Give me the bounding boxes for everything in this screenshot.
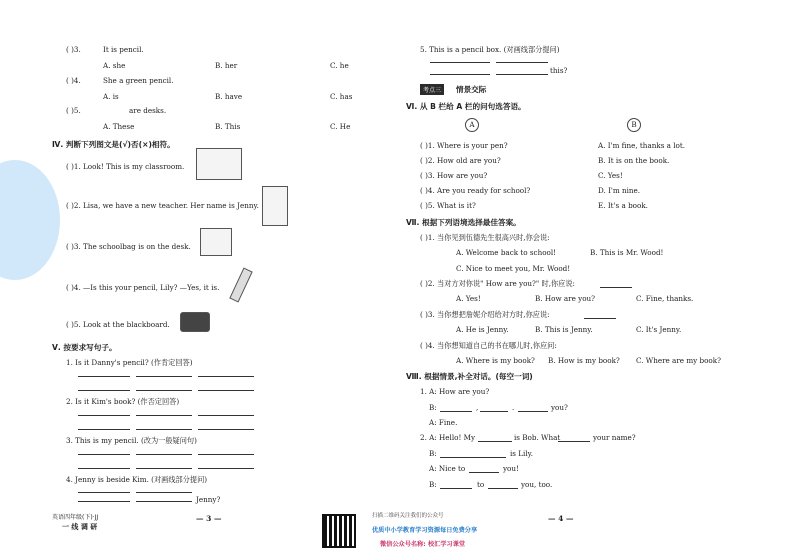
column-a-label: A <box>465 118 479 132</box>
qr-code <box>322 514 356 548</box>
context-q1-b: B. This is Mr. Wood! <box>590 248 664 257</box>
match-question-3: ( )3. How are you? <box>420 171 488 180</box>
desk-picture <box>200 228 232 256</box>
write-item-2: 2. Is it Kim's book? (作否定回答) <box>66 397 180 406</box>
q3-option-a: A. she <box>103 61 126 70</box>
dialog2-line4-to: to <box>477 480 485 489</box>
context-q2-c: C. Fine, thanks. <box>636 294 694 303</box>
teacher-picture <box>262 186 288 226</box>
context-q3-a: A. He is Jenny. <box>456 325 509 334</box>
context-q3-stem: ( )3. 当你想把詹妮介绍给对方时,你应说: <box>420 310 550 319</box>
judge-item-1: ( )1. Look! This is my classroom. <box>66 162 185 171</box>
match-question-5: ( )5. What is it? <box>420 201 476 210</box>
match-answer-a: A. I'm fine, thanks a lot. <box>598 141 686 150</box>
watermark-shape <box>0 160 60 280</box>
context-q2-b: B. How are you? <box>535 294 596 303</box>
dialog2-line3-end: you! <box>503 464 519 473</box>
q4-stem: ( )4. <box>66 76 81 85</box>
write-item-4: 4. Jenny is beside Kim. (对画线部分提问) <box>66 475 208 484</box>
q4-option-a: A. is <box>103 92 119 101</box>
brand-label: 一 线 调 研 <box>62 523 98 531</box>
context-q1-c: C. Nice to meet you, Mr. Wood! <box>456 264 571 273</box>
topic-title: 情景交际 <box>456 85 487 94</box>
judge-item-3: ( )3. The schoolbag is on the desk. <box>66 242 191 251</box>
right-q5-tail: this? <box>550 66 568 75</box>
judge-item-4: ( )4. —Is this your pencil, Lily? —Yes, it is. <box>66 283 220 292</box>
match-answer-c: C. Yes! <box>598 171 623 180</box>
section-7-title: Ⅶ. 根据下列语境选择最佳答案。 <box>406 218 521 227</box>
section-8-title: Ⅷ. 根据情景,补全对话。(每空一词) <box>406 372 533 381</box>
eraser-picture <box>180 312 210 332</box>
q3-option-c: C. he <box>330 61 349 70</box>
wechat-text: 微信公众号名称: 校汇学习课堂 <box>380 541 466 548</box>
section-4-title: Ⅳ. 判断下列图文是(√)否(×)相符。 <box>52 140 175 149</box>
context-q4-stem: ( )4. 当你想知道自己的书在哪儿时,你应问: <box>420 341 557 350</box>
write-item-4-tail: Jenny? <box>196 495 221 504</box>
context-q4-c: C. Where are my book? <box>636 356 721 365</box>
dialog2-line1-mid: is Bob. What <box>514 433 561 442</box>
q5-stem: ( )5. <box>66 106 81 115</box>
match-question-2: ( )2. How old are you? <box>420 156 501 165</box>
column-b-label: B <box>627 118 641 132</box>
dialog1-period: . <box>512 403 515 412</box>
judge-item-2: ( )2. Lisa, we have a new teacher. Her name is Jenny. <box>66 201 259 210</box>
topic-tag: 考点三 <box>420 84 444 95</box>
page-number-right: — 4 — <box>548 514 574 523</box>
context-q2-a: A. Yes! <box>456 294 481 303</box>
dialog2-line2-end: is Lily. <box>510 449 534 458</box>
context-q2-stem: ( )2. 当对方对你说" How are you?" 时,你应说: <box>420 279 575 288</box>
q4-option-b: B. have <box>215 92 243 101</box>
match-question-1: ( )1. Where is your pen? <box>420 141 508 150</box>
q5-option-a: A. These <box>103 122 135 131</box>
dialog2-line1-start: 2. A: Hello! My <box>420 433 476 442</box>
write-item-1: 1. Is it Danny's pencil? (作肯定回答) <box>66 358 193 367</box>
q4-text: She a green pencil. <box>103 76 174 85</box>
q3-stem: ( )3. <box>66 45 81 54</box>
dialog1-line1: 1. A: How are you? <box>420 387 490 396</box>
q5-option-b: B. This <box>215 122 241 131</box>
context-q1-stem: ( )1. 当你见到伍德先生很高兴时,你会说: <box>420 233 550 242</box>
context-q3-b: B. This is Jenny. <box>535 325 593 334</box>
match-answer-d: D. I'm nine. <box>598 186 641 195</box>
right-q5-text: 5. This is a pencil box. (对画线部分提问) <box>420 45 560 54</box>
book-label: 英语四年级(下)·JJ <box>52 514 99 521</box>
context-q4-a: A. Where is my book? <box>456 356 535 365</box>
context-q3-c: C. It's Jenny. <box>636 325 682 334</box>
judge-item-5: ( )5. Look at the blackboard. <box>66 320 170 329</box>
promo-text: 优质中小学教育学习资源每日免费分享 <box>372 527 478 534</box>
q5-option-c: C. He <box>330 122 351 131</box>
dialog1-you: you? <box>551 403 568 412</box>
section-6-title: Ⅵ. 从 B 栏给 A 栏的问句选答语。 <box>406 102 526 111</box>
classroom-picture <box>196 148 242 180</box>
dialog1-line2-speaker: B: <box>429 403 437 412</box>
write-item-3: 3. This is my pencil. (改为一般疑问句) <box>66 436 197 445</box>
q5-text: are desks. <box>129 106 167 115</box>
dialog2-line2-speaker: B: <box>429 449 437 458</box>
match-answer-b: B. It is on the book. <box>598 156 670 165</box>
section-5-title: Ⅴ. 按要求写句子。 <box>52 343 117 352</box>
dialog2-line4-end: you, too. <box>521 480 553 489</box>
dialog2-line1-end: your name? <box>593 433 636 442</box>
dialog2-line3-start: A: Nice to <box>429 464 466 473</box>
q3-option-b: B. her <box>215 61 238 70</box>
q3-text: It is pencil. <box>103 45 144 54</box>
scan-text: 扫描二维码关注我们的公众号 <box>372 513 444 519</box>
match-question-4: ( )4. Are you ready for school? <box>420 186 531 195</box>
page-number-left: — 3 — <box>196 514 222 523</box>
pencil-picture <box>229 267 252 302</box>
q4-option-c: C. has <box>330 92 353 101</box>
dialog1-comma: , <box>476 403 479 412</box>
context-q4-b: B. How is my book? <box>548 356 620 365</box>
match-answer-e: E. It's a book. <box>598 201 648 210</box>
dialog1-line3: A: Fine. <box>429 418 458 427</box>
context-q1-a: A. Welcome back to school! <box>456 248 557 257</box>
dialog2-line4-speaker: B: <box>429 480 437 489</box>
